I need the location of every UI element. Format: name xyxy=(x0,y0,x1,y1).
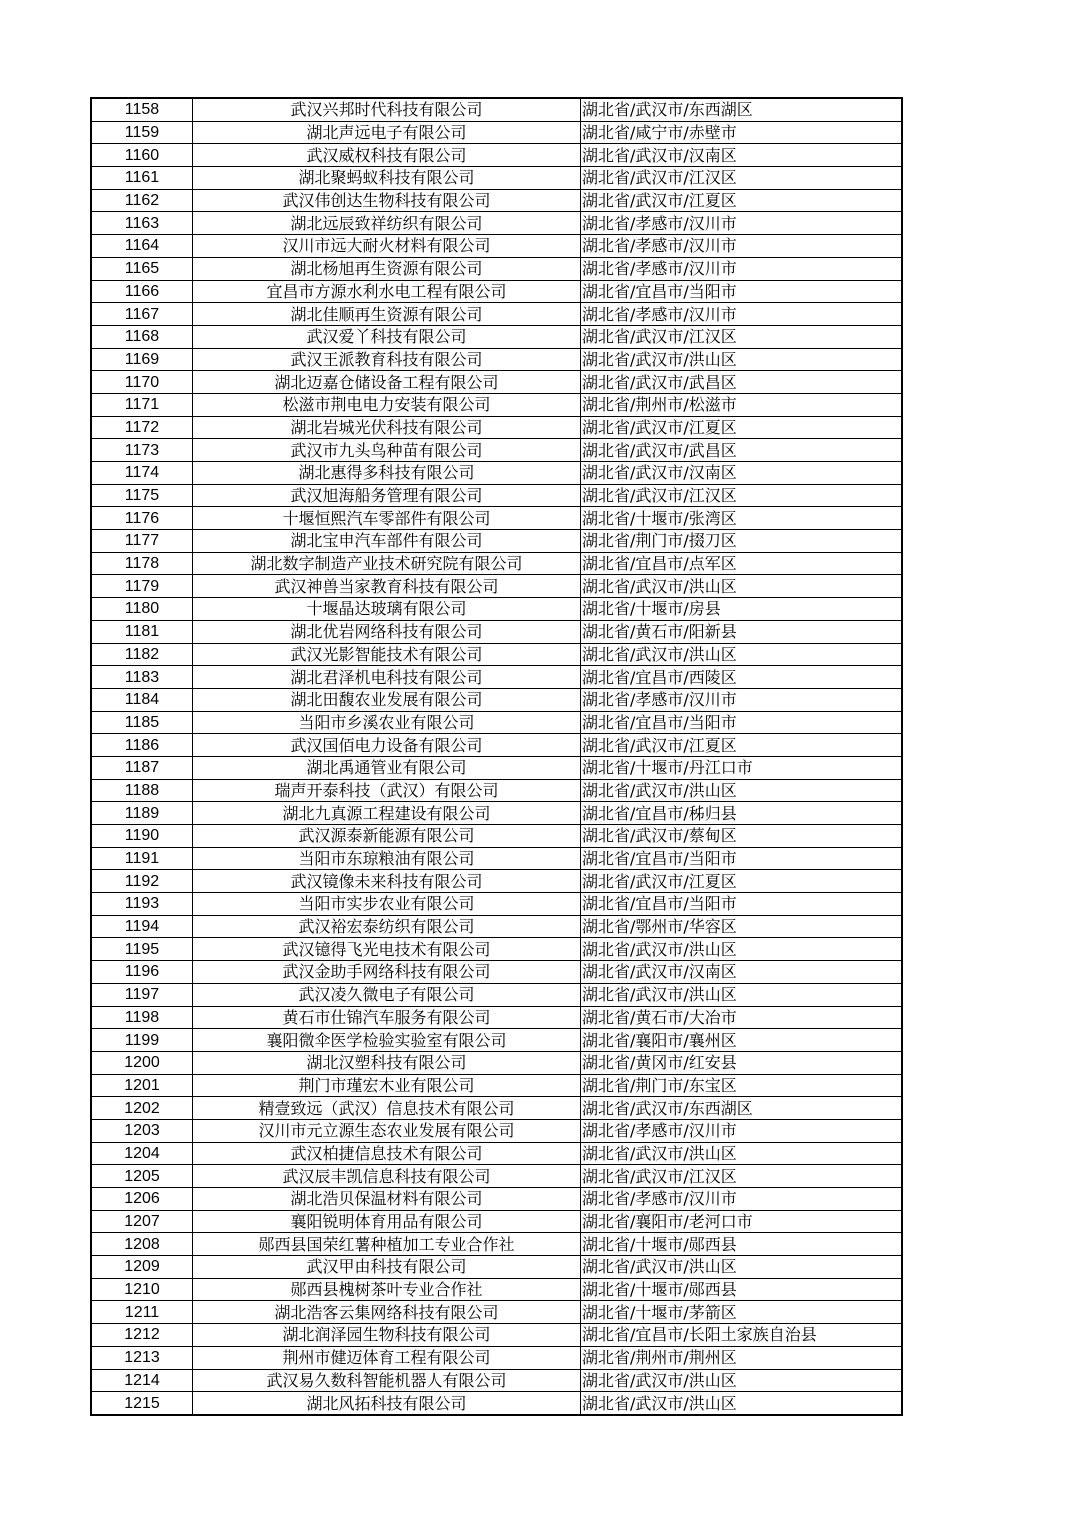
company-location: 湖北省/十堰市/郧西县 xyxy=(581,1278,903,1301)
table-row xyxy=(91,1029,902,1052)
row-number: 1205 xyxy=(91,1165,193,1188)
row-number: 1191 xyxy=(91,847,193,870)
table-row xyxy=(91,598,902,621)
row-number: 1180 xyxy=(91,598,193,621)
company-name: 湖北杨旭再生资源有限公司 xyxy=(193,257,581,280)
company-name: 瑞声开泰科技（武汉）有限公司 xyxy=(193,779,581,802)
table-row xyxy=(91,575,902,598)
company-name: 武汉国佰电力设备有限公司 xyxy=(193,734,581,757)
row-number: 1197 xyxy=(91,983,193,1006)
table-row xyxy=(91,416,902,439)
company-name: 武汉市九头鸟种苗有限公司 xyxy=(193,439,581,462)
company-location: 湖北省/荆州市/荆州区 xyxy=(581,1346,903,1369)
company-name: 十堰恒熙汽车零部件有限公司 xyxy=(193,507,581,530)
company-name: 武汉柏捷信息技术有限公司 xyxy=(193,1142,581,1165)
company-location: 湖北省/宜昌市/当阳市 xyxy=(581,847,903,870)
company-location: 湖北省/武汉市/武昌区 xyxy=(581,371,903,394)
row-number: 1165 xyxy=(91,257,193,280)
company-name: 武汉旭海船务管理有限公司 xyxy=(193,484,581,507)
company-location: 湖北省/武汉市/蔡甸区 xyxy=(581,825,903,848)
row-number: 1184 xyxy=(91,688,193,711)
company-name: 湖北岩城光伏科技有限公司 xyxy=(193,416,581,439)
row-number: 1198 xyxy=(91,1006,193,1029)
company-location: 湖北省/鄂州市/华容区 xyxy=(581,915,903,938)
row-number: 1183 xyxy=(91,666,193,689)
company-name: 湖北宝申汽车部件有限公司 xyxy=(193,530,581,553)
company-name: 湖北聚蚂蚁科技有限公司 xyxy=(193,167,581,190)
table-row xyxy=(91,688,902,711)
table-row xyxy=(91,189,902,212)
table-row xyxy=(91,825,902,848)
table-row xyxy=(91,734,902,757)
company-location: 湖北省/孝感市/汉川市 xyxy=(581,235,903,258)
company-location: 湖北省/武汉市/洪山区 xyxy=(581,1256,903,1279)
company-location: 湖北省/荆门市/东宝区 xyxy=(581,1074,903,1097)
table-row xyxy=(91,1051,902,1074)
company-location: 湖北省/十堰市/郧西县 xyxy=(581,1233,903,1256)
table-row xyxy=(91,235,902,258)
company-name: 汉川市远大耐火材料有限公司 xyxy=(193,235,581,258)
row-number: 1212 xyxy=(91,1324,193,1347)
company-name: 当阳市实步农业有限公司 xyxy=(193,893,581,916)
company-location: 湖北省/武汉市/江汉区 xyxy=(581,1165,903,1188)
company-location: 湖北省/武汉市/江夏区 xyxy=(581,189,903,212)
table-row xyxy=(91,870,902,893)
table-row xyxy=(91,1119,902,1142)
row-number: 1161 xyxy=(91,167,193,190)
table-row xyxy=(91,280,902,303)
row-number: 1182 xyxy=(91,643,193,666)
row-number: 1170 xyxy=(91,371,193,394)
table-row xyxy=(91,1278,902,1301)
row-number: 1194 xyxy=(91,915,193,938)
row-number: 1207 xyxy=(91,1210,193,1233)
table-row xyxy=(91,1165,902,1188)
company-name: 当阳市乡溪农业有限公司 xyxy=(193,711,581,734)
company-name: 湖北君泽机电科技有限公司 xyxy=(193,666,581,689)
company-location: 湖北省/黄冈市/红安县 xyxy=(581,1051,903,1074)
row-number: 1172 xyxy=(91,416,193,439)
company-name: 当阳市东琼粮油有限公司 xyxy=(193,847,581,870)
row-number: 1202 xyxy=(91,1097,193,1120)
company-location: 湖北省/十堰市/张湾区 xyxy=(581,507,903,530)
company-name: 湖北优岩网络科技有限公司 xyxy=(193,620,581,643)
table-row xyxy=(91,1392,902,1415)
table-row xyxy=(91,348,902,371)
table-row xyxy=(91,167,902,190)
company-location: 湖北省/孝感市/汉川市 xyxy=(581,1119,903,1142)
table-row xyxy=(91,983,902,1006)
company-location: 湖北省/武汉市/洪山区 xyxy=(581,1369,903,1392)
company-location: 湖北省/荆门市/掇刀区 xyxy=(581,530,903,553)
company-location: 湖北省/武汉市/汉南区 xyxy=(581,462,903,485)
company-location: 湖北省/武汉市/洪山区 xyxy=(581,779,903,802)
row-number: 1177 xyxy=(91,530,193,553)
company-location: 湖北省/孝感市/汉川市 xyxy=(581,212,903,235)
table-row xyxy=(91,1301,902,1324)
company-location: 湖北省/武汉市/洪山区 xyxy=(581,575,903,598)
row-number: 1196 xyxy=(91,961,193,984)
company-name: 湖北浩客云集网络科技有限公司 xyxy=(193,1301,581,1324)
company-location: 湖北省/襄阳市/老河口市 xyxy=(581,1210,903,1233)
table-row xyxy=(91,1369,902,1392)
company-name: 湖北迈嘉仓储设备工程有限公司 xyxy=(193,371,581,394)
table-row xyxy=(91,1324,902,1347)
company-location: 湖北省/武汉市/江汉区 xyxy=(581,167,903,190)
row-number: 1188 xyxy=(91,779,193,802)
row-number: 1204 xyxy=(91,1142,193,1165)
company-location: 湖北省/孝感市/汉川市 xyxy=(581,303,903,326)
row-number: 1171 xyxy=(91,393,193,416)
company-name: 湖北九真源工程建设有限公司 xyxy=(193,802,581,825)
company-location: 湖北省/武汉市/东西湖区 xyxy=(581,98,903,121)
company-name: 武汉辰丰凯信息科技有限公司 xyxy=(193,1165,581,1188)
company-location: 湖北省/武汉市/东西湖区 xyxy=(581,1097,903,1120)
company-name: 荆州市健迈体育工程有限公司 xyxy=(193,1346,581,1369)
company-location: 湖北省/宜昌市/西陵区 xyxy=(581,666,903,689)
company-location: 湖北省/武汉市/武昌区 xyxy=(581,439,903,462)
company-location: 湖北省/十堰市/丹江口市 xyxy=(581,756,903,779)
company-name: 湖北声远电子有限公司 xyxy=(193,121,581,144)
row-number: 1185 xyxy=(91,711,193,734)
company-name: 精壹致远（武汉）信息技术有限公司 xyxy=(193,1097,581,1120)
table-row xyxy=(91,711,902,734)
row-number: 1160 xyxy=(91,144,193,167)
company-location: 湖北省/黄石市/大冶市 xyxy=(581,1006,903,1029)
company-location: 湖北省/武汉市/江汉区 xyxy=(581,325,903,348)
company-location: 湖北省/武汉市/洪山区 xyxy=(581,1392,903,1415)
table-row xyxy=(91,325,902,348)
row-number: 1176 xyxy=(91,507,193,530)
company-name: 松滋市荆电电力安装有限公司 xyxy=(193,393,581,416)
row-number: 1167 xyxy=(91,303,193,326)
table-row xyxy=(91,938,902,961)
table-row xyxy=(91,1210,902,1233)
row-number: 1187 xyxy=(91,756,193,779)
company-name: 湖北田馥农业发展有限公司 xyxy=(193,688,581,711)
company-location: 湖北省/武汉市/洪山区 xyxy=(581,983,903,1006)
table-row xyxy=(91,1233,902,1256)
company-name: 湖北汉塑科技有限公司 xyxy=(193,1051,581,1074)
row-number: 1163 xyxy=(91,212,193,235)
table-row xyxy=(91,393,902,416)
table-row xyxy=(91,144,902,167)
table-body xyxy=(91,98,902,1415)
company-location: 湖北省/宜昌市/当阳市 xyxy=(581,280,903,303)
table-row xyxy=(91,802,902,825)
company-name: 湖北佳顺再生资源有限公司 xyxy=(193,303,581,326)
table-row xyxy=(91,756,902,779)
company-name: 湖北润泽园生物科技有限公司 xyxy=(193,1324,581,1347)
company-name: 湖北风拓科技有限公司 xyxy=(193,1392,581,1415)
table-row xyxy=(91,462,902,485)
company-location: 湖北省/宜昌市/长阳土家族自治县 xyxy=(581,1324,903,1347)
table-row xyxy=(91,893,902,916)
table-row xyxy=(91,552,902,575)
company-name: 武汉易久数科智能机器人有限公司 xyxy=(193,1369,581,1392)
company-location: 湖北省/襄阳市/襄州区 xyxy=(581,1029,903,1052)
company-location: 湖北省/武汉市/江夏区 xyxy=(581,870,903,893)
company-name: 郧西县国荣红薯种植加工专业合作社 xyxy=(193,1233,581,1256)
company-name: 武汉镱得飞光电技术有限公司 xyxy=(193,938,581,961)
company-location: 湖北省/宜昌市/当阳市 xyxy=(581,711,903,734)
row-number: 1166 xyxy=(91,280,193,303)
row-number: 1173 xyxy=(91,439,193,462)
company-location: 湖北省/孝感市/汉川市 xyxy=(581,257,903,280)
row-number: 1193 xyxy=(91,893,193,916)
company-name: 湖北浩贝保温材料有限公司 xyxy=(193,1188,581,1211)
row-number: 1186 xyxy=(91,734,193,757)
company-name: 汉川市元立源生态农业发展有限公司 xyxy=(193,1119,581,1142)
row-number: 1195 xyxy=(91,938,193,961)
company-list-table xyxy=(90,97,903,1416)
table-row xyxy=(91,643,902,666)
table-row xyxy=(91,961,902,984)
company-location: 湖北省/武汉市/江夏区 xyxy=(581,734,903,757)
company-name: 武汉光影智能技术有限公司 xyxy=(193,643,581,666)
company-location: 湖北省/武汉市/洪山区 xyxy=(581,643,903,666)
company-location: 湖北省/武汉市/江汉区 xyxy=(581,484,903,507)
company-location: 湖北省/十堰市/茅箭区 xyxy=(581,1301,903,1324)
table-row xyxy=(91,666,902,689)
table-row xyxy=(91,530,902,553)
company-name: 黄石市仕锦汽车服务有限公司 xyxy=(193,1006,581,1029)
company-location: 湖北省/十堰市/房县 xyxy=(581,598,903,621)
row-number: 1210 xyxy=(91,1278,193,1301)
row-number: 1213 xyxy=(91,1346,193,1369)
row-number: 1211 xyxy=(91,1301,193,1324)
table-row xyxy=(91,620,902,643)
table-row xyxy=(91,484,902,507)
company-name: 湖北远辰致祥纺织有限公司 xyxy=(193,212,581,235)
company-name: 武汉镜像未来科技有限公司 xyxy=(193,870,581,893)
row-number: 1164 xyxy=(91,235,193,258)
company-name: 武汉王派教育科技有限公司 xyxy=(193,348,581,371)
row-number: 1178 xyxy=(91,552,193,575)
table-row xyxy=(91,257,902,280)
row-number: 1189 xyxy=(91,802,193,825)
company-location: 湖北省/宜昌市/当阳市 xyxy=(581,893,903,916)
row-number: 1209 xyxy=(91,1256,193,1279)
company-name: 十堰晶达玻璃有限公司 xyxy=(193,598,581,621)
company-name: 武汉甲由科技有限公司 xyxy=(193,1256,581,1279)
table-row xyxy=(91,1097,902,1120)
row-number: 1201 xyxy=(91,1074,193,1097)
row-number: 1214 xyxy=(91,1369,193,1392)
row-number: 1168 xyxy=(91,325,193,348)
company-location: 湖北省/宜昌市/点军区 xyxy=(581,552,903,575)
table-row xyxy=(91,371,902,394)
table-row xyxy=(91,1074,902,1097)
company-name: 武汉伟创达生物科技有限公司 xyxy=(193,189,581,212)
company-location: 湖北省/黄石市/阳新县 xyxy=(581,620,903,643)
row-number: 1162 xyxy=(91,189,193,212)
row-number: 1175 xyxy=(91,484,193,507)
row-number: 1179 xyxy=(91,575,193,598)
company-name: 襄阳锐明体育用品有限公司 xyxy=(193,1210,581,1233)
table-row xyxy=(91,1256,902,1279)
company-name: 武汉神兽当家教育科技有限公司 xyxy=(193,575,581,598)
company-location: 湖北省/荆州市/松滋市 xyxy=(581,393,903,416)
row-number: 1158 xyxy=(91,98,193,121)
company-name: 武汉兴邦时代科技有限公司 xyxy=(193,98,581,121)
row-number: 1200 xyxy=(91,1051,193,1074)
table-row xyxy=(91,212,902,235)
table-row xyxy=(91,847,902,870)
table-row xyxy=(91,507,902,530)
company-name: 武汉裕宏泰纺织有限公司 xyxy=(193,915,581,938)
row-number: 1208 xyxy=(91,1233,193,1256)
company-location: 湖北省/武汉市/洪山区 xyxy=(581,348,903,371)
company-location: 湖北省/咸宁市/赤壁市 xyxy=(581,121,903,144)
table-row xyxy=(91,121,902,144)
table-row xyxy=(91,915,902,938)
company-name: 湖北惠得多科技有限公司 xyxy=(193,462,581,485)
company-location: 湖北省/孝感市/汉川市 xyxy=(581,1188,903,1211)
row-number: 1159 xyxy=(91,121,193,144)
company-name: 武汉威权科技有限公司 xyxy=(193,144,581,167)
table-row xyxy=(91,98,902,121)
row-number: 1199 xyxy=(91,1029,193,1052)
company-location: 湖北省/孝感市/汉川市 xyxy=(581,688,903,711)
company-name: 荆门市瑾宏木业有限公司 xyxy=(193,1074,581,1097)
company-name: 湖北数字制造产业技术研究院有限公司 xyxy=(193,552,581,575)
row-number: 1203 xyxy=(91,1119,193,1142)
company-name: 武汉爱丫科技有限公司 xyxy=(193,325,581,348)
company-location: 湖北省/武汉市/江夏区 xyxy=(581,416,903,439)
row-number: 1206 xyxy=(91,1188,193,1211)
row-number: 1174 xyxy=(91,462,193,485)
company-name: 襄阳微伞医学检验实验室有限公司 xyxy=(193,1029,581,1052)
company-name: 武汉源泰新能源有限公司 xyxy=(193,825,581,848)
company-name: 宜昌市方源水利水电工程有限公司 xyxy=(193,280,581,303)
row-number: 1190 xyxy=(91,825,193,848)
table-row xyxy=(91,1188,902,1211)
row-number: 1192 xyxy=(91,870,193,893)
table-row xyxy=(91,779,902,802)
company-location: 湖北省/武汉市/汉南区 xyxy=(581,961,903,984)
company-name: 武汉金助手网络科技有限公司 xyxy=(193,961,581,984)
row-number: 1181 xyxy=(91,620,193,643)
company-location: 湖北省/宜昌市/秭归县 xyxy=(581,802,903,825)
company-name: 湖北禹通管业有限公司 xyxy=(193,756,581,779)
table-row xyxy=(91,1346,902,1369)
company-name: 郧西县槐树茶叶专业合作社 xyxy=(193,1278,581,1301)
company-location: 湖北省/武汉市/洪山区 xyxy=(581,938,903,961)
company-location: 湖北省/武汉市/洪山区 xyxy=(581,1142,903,1165)
company-name: 武汉凌久微电子有限公司 xyxy=(193,983,581,1006)
row-number: 1215 xyxy=(91,1392,193,1415)
table-row xyxy=(91,1006,902,1029)
table-row xyxy=(91,439,902,462)
row-number: 1169 xyxy=(91,348,193,371)
company-location: 湖北省/武汉市/汉南区 xyxy=(581,144,903,167)
table-row xyxy=(91,303,902,326)
table-row xyxy=(91,1142,902,1165)
